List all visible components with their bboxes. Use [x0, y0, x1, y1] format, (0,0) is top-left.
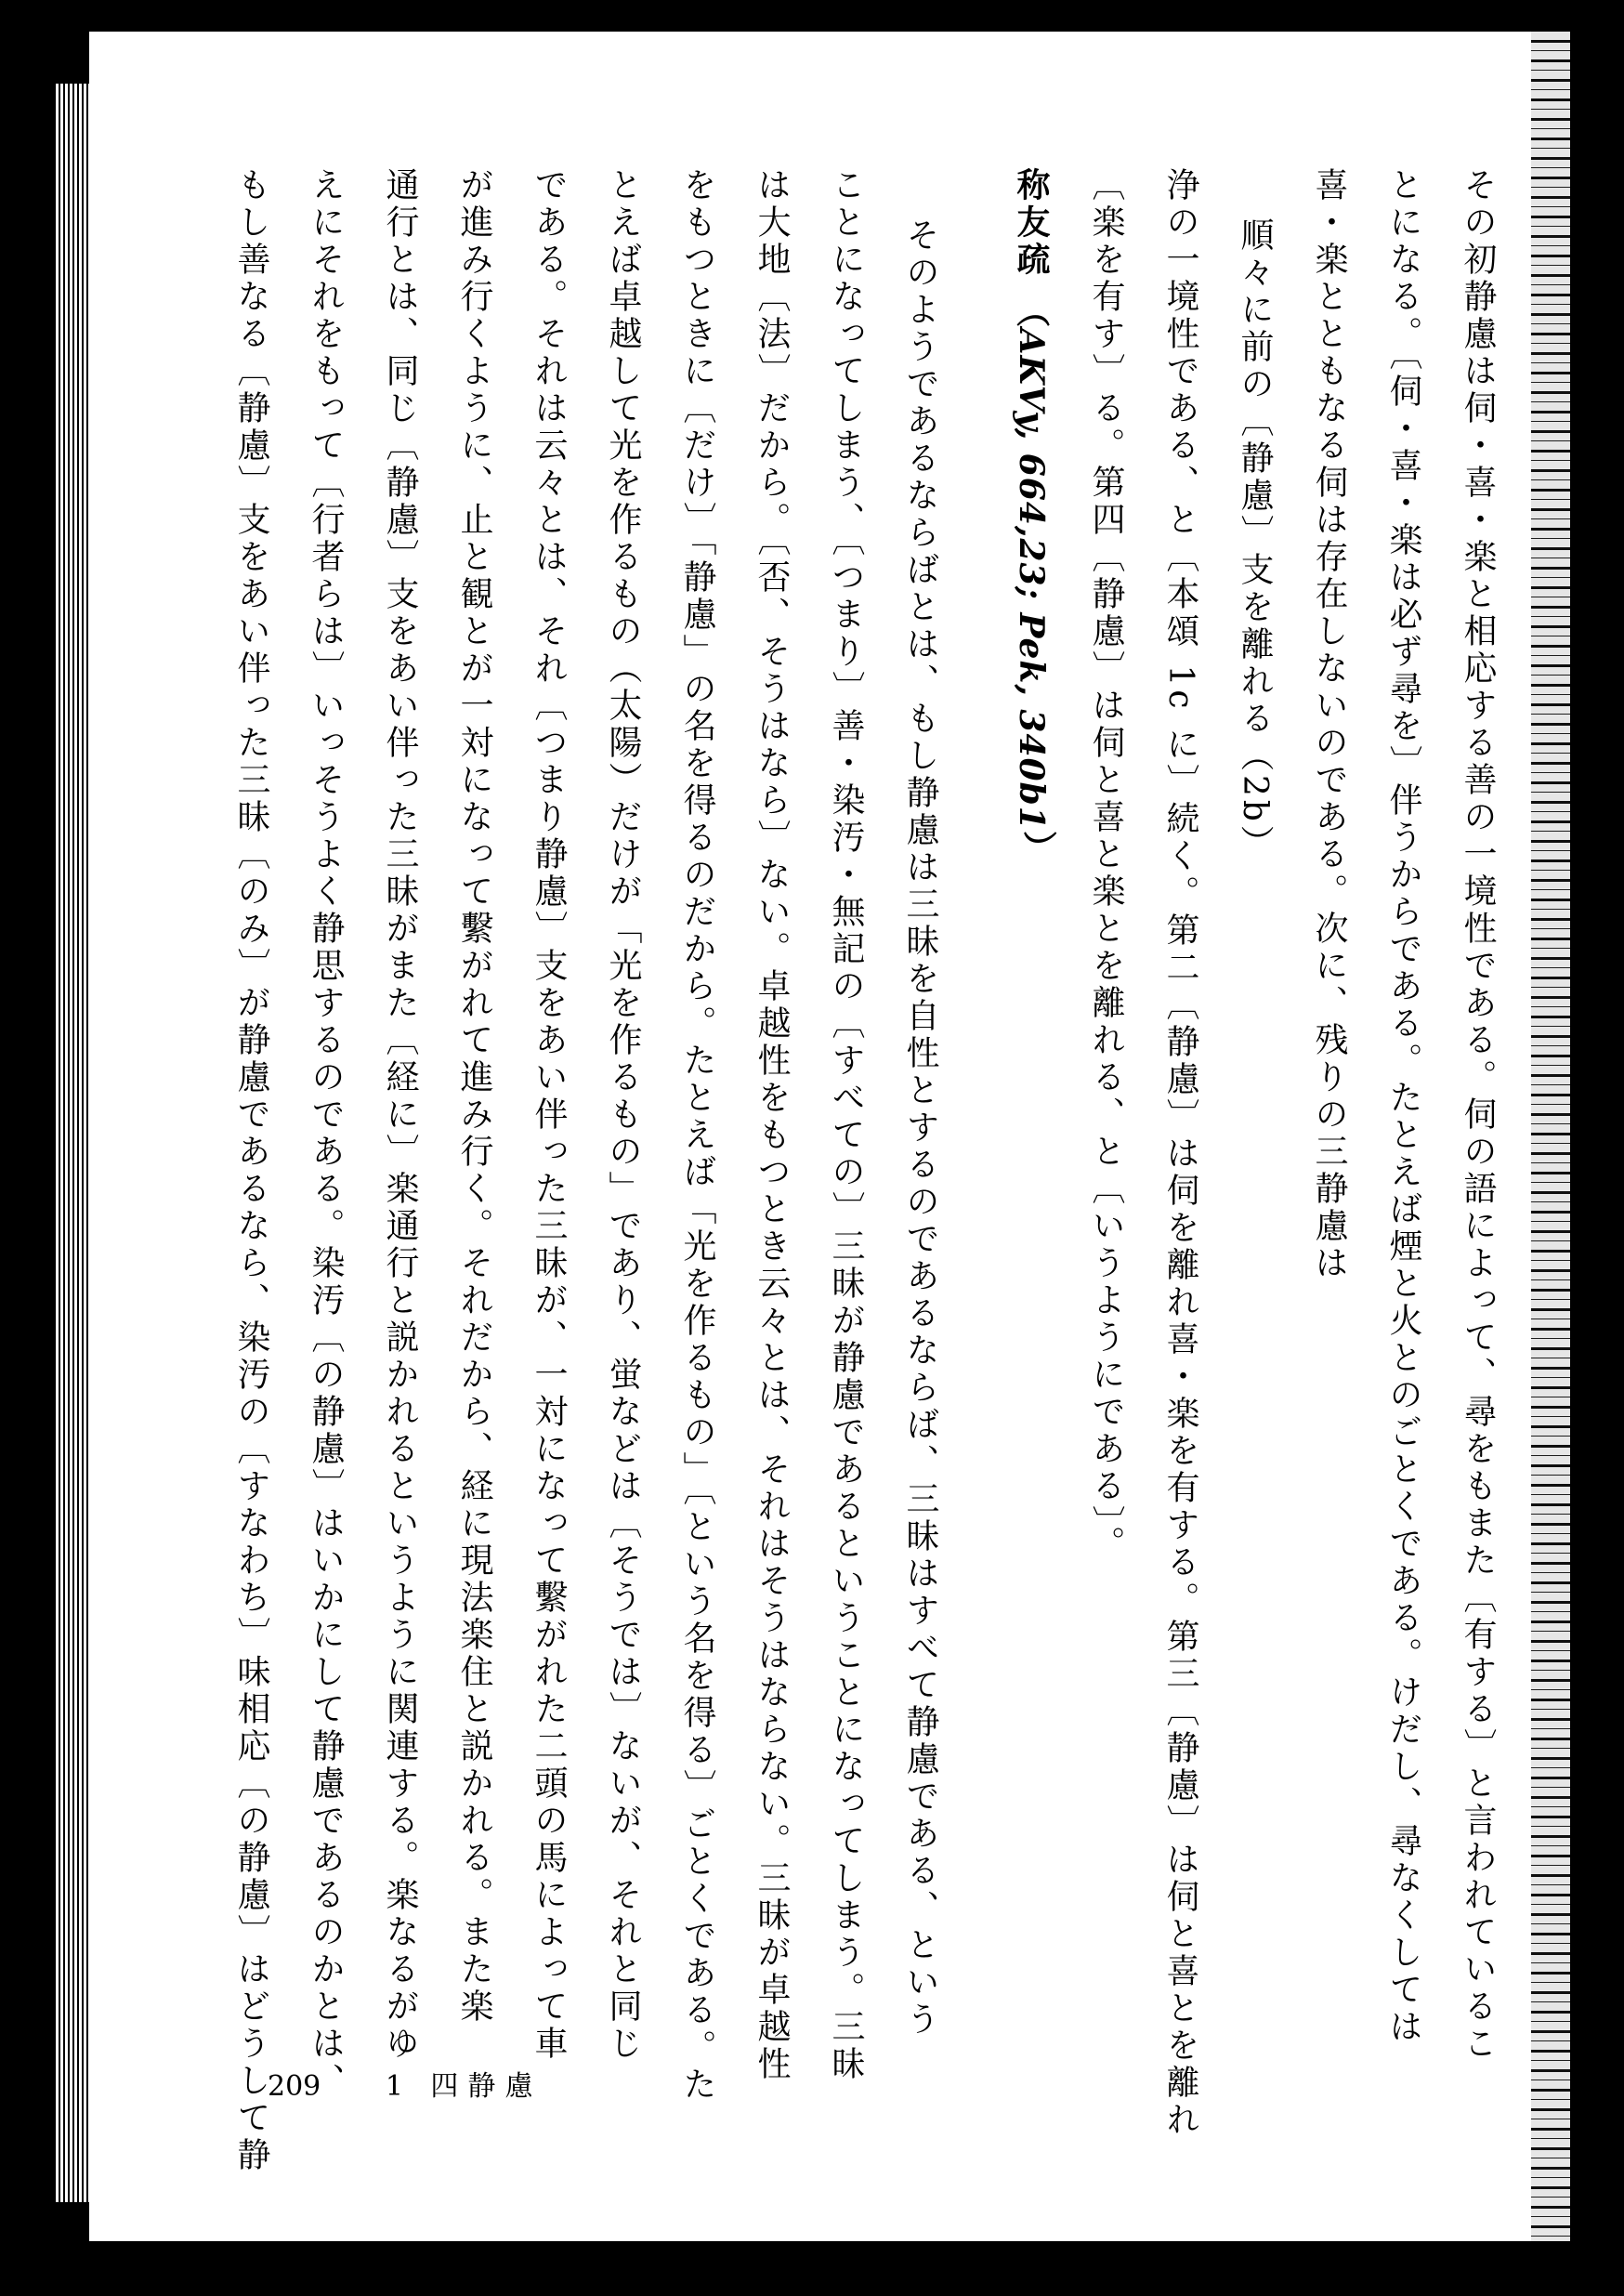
vertical-text-body	[232, 167, 1514, 2230]
heading-reference: （AKVy, 664,23; Pek, 340b1）	[1012, 294, 1051, 865]
running-head: 1 四静慮	[385, 2070, 543, 2103]
text-column: 〔楽を有す〕る。第四〔静慮〕は伺と喜と楽とを離れる、と〔いうようにである〕。	[1087, 167, 1125, 1563]
text-column: 浄の一境性である、と〔本頌 1c に〕続く。第二〔静慮〕は伺を離れ喜・楽を有する。第三〔静慮〕は伺と喜とを離れ	[1161, 167, 1199, 2139]
text-column: は大地〔法〕だから。〔否、そうはなら〕ない。卓越性をもつとき云々とは、それはそうはならない。三昧が卓越性	[753, 167, 791, 2083]
torn-page-edge	[1531, 32, 1570, 2241]
text-column: とになる。〔伺・喜・楽は必ず尋を〕伴うからである。たとえば煙と火とのごとくである。けだし、尋なくしては	[1384, 167, 1422, 2046]
text-column: をもつときに〔だけ〕「静慮」の名を得るのだから。たとえば「光を作るもの」〔という名を得る〕ごとくである。た	[678, 167, 716, 2104]
text-column: そのようであるならばとは、もし静慮は三昧を自性とするのであるならば、三昧はすべて静慮である、という	[901, 217, 939, 2039]
text-column: 喜・楽とともなる伺は存在しないのである。次に、残りの三静慮は	[1310, 167, 1348, 1282]
text-column: 通行とは、同じ〔静慮〕支をあい伴った三昧がまた〔経に〕楽通行と説かれるというように関連する。楽なるがゆ	[381, 167, 419, 2063]
verse-line: 順々に前の〔静慮〕支を離れる（2b）	[1236, 217, 1274, 862]
binding-edge	[56, 84, 89, 2202]
text-column: である。それは云々とは、それ〔つまり静慮〕支をあい伴った三昧が、一対になって繫がれた二頭の馬によって車	[530, 167, 568, 2063]
text-column: えにそれをもって〔行者らは〕いっそうよく静思するのである。染汚〔の静慮〕はいかにして静慮であるのかとは、	[307, 167, 345, 2100]
section-heading	[994, 167, 1068, 2230]
text-column: もし善なる〔静慮〕支をあい伴った三昧〔のみ〕が静慮であるなら、染汚の〔すなわち〕味相応〔の静慮〕はどうして静	[232, 167, 270, 2174]
text-column: その初静慮は伺・喜・楽と相応する善の一境性である。伺の語によって、尋をもまた〔有する〕と言われているこ	[1459, 167, 1497, 2063]
text-column: が進み行くように、止と観とが一対になって繫がれて進み行く。それだから、経に現法楽住と説かれる。また楽	[455, 167, 493, 2026]
heading-label: 称友疏	[1012, 167, 1051, 279]
page-number: 209	[268, 2070, 321, 2103]
text-column: とえば卓越して光を作るもの（太陽）だけが「光を作るもの」であり、蛍などは〔そうでは〕ないが、それと同じ	[604, 167, 642, 2063]
text-column: ことになってしまう、〔つまり〕善・染汚・無記の〔すべての〕三昧が静慮であるということになってしまう。三昧	[827, 167, 865, 2083]
page-footer	[268, 2063, 542, 2104]
